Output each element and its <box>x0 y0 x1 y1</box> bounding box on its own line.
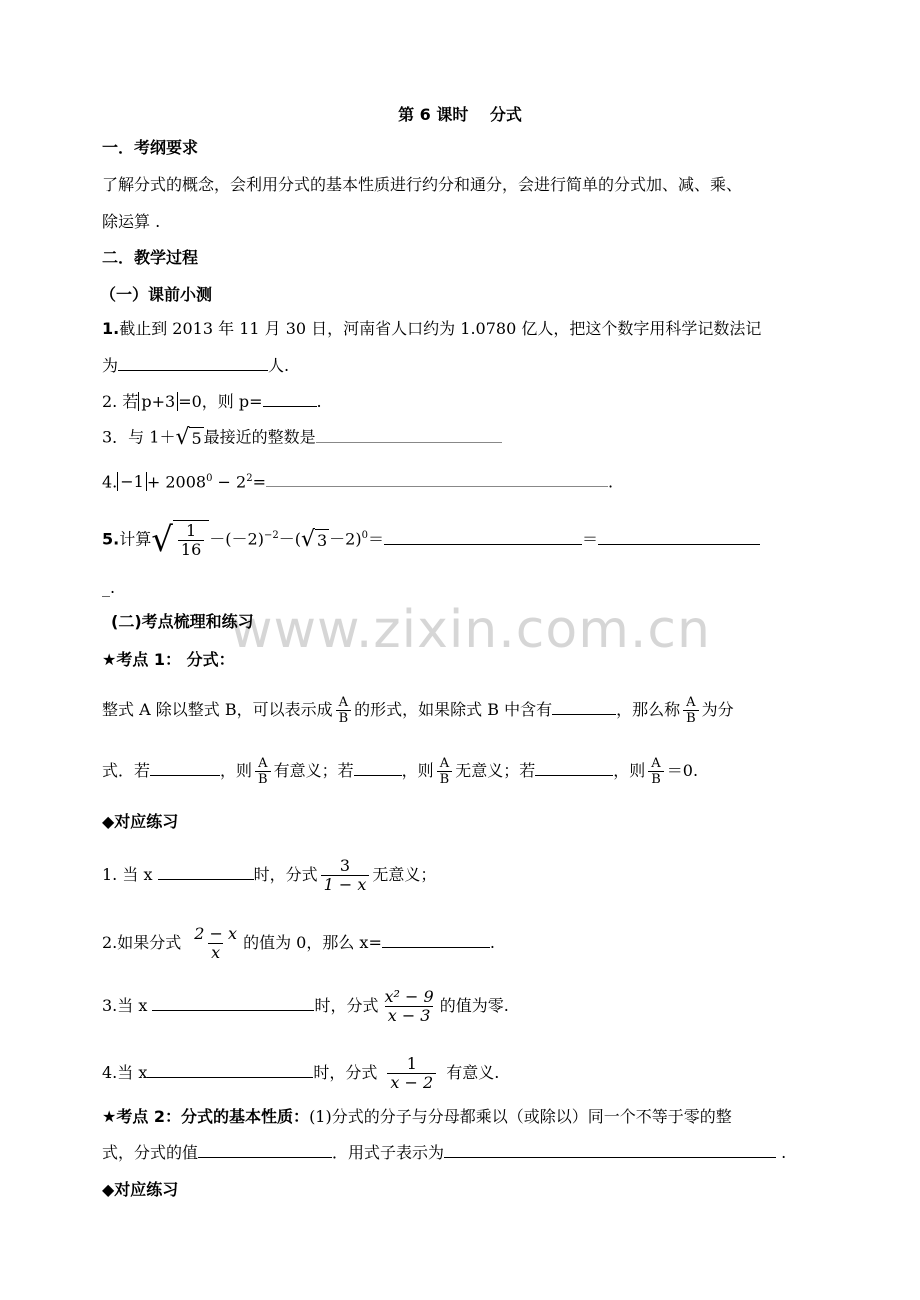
e1-denominator: 1 − x <box>321 875 370 894</box>
k2-text-a: (1)分式的分子与分母都乘以（或除以）同一个不等于零的整 <box>309 1107 732 1126</box>
q5-numerator: 1 <box>185 521 197 540</box>
q1-answer-blank[interactable] <box>118 356 268 371</box>
q5-fraction <box>178 522 204 559</box>
e4-fraction <box>387 1055 436 1092</box>
k1-blank-4[interactable] <box>535 761 613 776</box>
e4-prefix: 4.当 x <box>102 1063 148 1082</box>
q2-prefix: 2. 若 <box>102 392 139 411</box>
exercise-4 <box>102 1055 499 1092</box>
fraction-numerator: A <box>686 695 696 710</box>
k1-text-h: ，则 <box>401 761 434 780</box>
e4-text: 时，分式 <box>313 1063 378 1082</box>
q3-sqrt <box>175 427 203 449</box>
keypoint-1-line-1 <box>102 695 734 726</box>
e3-prefix: 3.当 x <box>102 996 148 1015</box>
e3-text: 时，分式 <box>314 996 379 1015</box>
e2-text: 的值为 0，那么 x= <box>243 933 382 952</box>
e1-fraction <box>321 857 370 894</box>
section-1-text-line-2: 除运算 . <box>102 212 161 231</box>
k1-text-i: 无意义；若 <box>455 761 536 780</box>
exercise-3 <box>102 988 509 1025</box>
q4-term-2008: + 2008 <box>146 472 207 492</box>
fraction-a-over-b <box>437 756 453 787</box>
fraction-numerator: A <box>258 756 268 771</box>
e1-text: 时，分式 <box>253 865 318 884</box>
q1-prefix: 为 <box>102 356 119 375</box>
exercise-2-heading: ◆对应练习 <box>102 1180 179 1199</box>
question-3 <box>102 427 502 449</box>
sqrt-icon: √ <box>151 520 173 560</box>
fraction-denominator: B <box>336 710 352 726</box>
question-1-line-1 <box>102 319 761 339</box>
question-5-continuation: _. <box>102 578 116 597</box>
exercise-1-heading: ◆对应练习 <box>102 812 179 831</box>
e3-fraction <box>382 988 437 1025</box>
q5-exponent-a: −2 <box>263 530 279 542</box>
section-2-heading: 二．教学过程 <box>102 248 199 267</box>
e2-numerator: 2 − x <box>194 924 238 943</box>
question-2 <box>102 392 322 412</box>
keypoint-1-line-2 <box>102 756 698 787</box>
k1-blank-3[interactable] <box>354 761 402 776</box>
e2-answer-blank[interactable] <box>382 933 490 948</box>
q1-text: 截止到 2013 年 11 月 30 日，河南省人口约为 1.0780 亿人，把这个数字用科学记数法记 <box>119 319 762 338</box>
q3-prefix: 3．与 1＋ <box>102 427 176 447</box>
e1-answer-blank[interactable] <box>158 865 254 880</box>
question-4 <box>102 469 613 492</box>
q4-exponent-0: 0 <box>206 473 213 484</box>
k1-blank-1[interactable] <box>552 700 616 715</box>
watermark: www.zixin.com.cn <box>230 600 711 660</box>
q4-term-2: − 2 <box>212 472 247 492</box>
fraction-denominator: B <box>683 710 699 726</box>
e1-numerator: 3 <box>339 856 351 875</box>
exercise-2 <box>102 925 495 962</box>
e1-prefix: 1. 当 x <box>102 865 153 884</box>
q5-sqrt-fraction <box>151 520 209 560</box>
section-1-heading: 一．考纲要求 <box>102 138 199 157</box>
k1-text-f: ，则 <box>220 761 253 780</box>
k2-suffix: . <box>781 1143 787 1162</box>
q5-equals-1: ＝ <box>367 529 384 549</box>
q4-prefix: 4. <box>102 472 118 492</box>
q5-sqrt-3 <box>301 529 329 551</box>
q5-term-b: －( <box>278 529 301 549</box>
fraction-numerator: A <box>651 756 661 771</box>
q5-answer-blank-2[interactable] <box>598 530 760 545</box>
k1-text-k: ＝0. <box>666 761 699 780</box>
q3-text: 最接近的整数是 <box>203 427 316 447</box>
q5-exponent-b: 0 <box>361 530 368 542</box>
e4-answer-blank[interactable] <box>147 1063 313 1078</box>
keypoint-2-line-1 <box>102 1107 732 1127</box>
q3-answer-blank[interactable] <box>316 428 502 443</box>
k1-text-e: 式．若 <box>102 761 151 780</box>
q5-number: 5. <box>102 529 120 549</box>
q2-text: =0，则 p= <box>178 392 263 411</box>
k2-blank-2[interactable] <box>444 1143 776 1158</box>
q1-number: 1. <box>102 319 120 338</box>
q4-answer-blank[interactable] <box>266 472 608 487</box>
e4-suffix: 有意义. <box>446 1063 500 1082</box>
e3-suffix: 的值为零. <box>439 996 509 1015</box>
q4-exponent-2: 2 <box>246 473 253 484</box>
e1-suffix: 无意义； <box>372 865 437 884</box>
e2-denominator: x <box>208 943 223 962</box>
q4-equals: = <box>252 472 266 492</box>
q2-answer-blank[interactable] <box>263 392 317 407</box>
e2-suffix: . <box>489 933 495 952</box>
q2-suffix: . <box>316 392 322 411</box>
page-title: 第 6 课时 分式 <box>398 105 522 124</box>
q5-answer-blank-1[interactable] <box>384 530 582 545</box>
k2-text-b: 式，分式的值 <box>102 1143 199 1162</box>
exercise-1 <box>102 857 436 894</box>
fraction-denominator: B <box>648 771 664 787</box>
question-1-line-2 <box>102 356 289 376</box>
k1-text-d: 为分 <box>701 700 734 719</box>
k1-text-a: 整式 A 除以整式 B，可以表示成 <box>102 700 333 719</box>
keypoint-2-line-2 <box>102 1143 786 1163</box>
e4-denominator: x − 2 <box>387 1073 436 1092</box>
k1-text-b: 的形式，如果除式 B 中含有 <box>354 700 553 719</box>
sqrt-icon: √ <box>175 425 190 450</box>
section-1-text-line-1: 了解分式的概念，会利用分式的基本性质进行约分和通分，会进行简单的分式加、减、乘、 <box>102 175 743 194</box>
q1-suffix: 人. <box>268 356 290 375</box>
q5-term-a: －(－2) <box>209 529 264 549</box>
k1-blank-2[interactable] <box>150 761 220 776</box>
k2-blank-1[interactable] <box>198 1143 332 1158</box>
fraction-a-over-b <box>683 695 699 726</box>
q3-radicand: 5 <box>191 428 202 448</box>
fraction-denominator: B <box>437 771 453 787</box>
subsection-1-heading: （一）课前小测 <box>100 285 213 304</box>
keypoint-1-heading: ★考点 1： 分式： <box>102 650 235 669</box>
e2-prefix: 2.如果分式 <box>102 933 182 952</box>
fraction-numerator: A <box>338 695 349 710</box>
fraction-a-over-b <box>648 756 664 787</box>
fraction-a-over-b <box>255 756 271 787</box>
e4-numerator: 1 <box>406 1054 417 1073</box>
k2-text-c: ．用式子表示为 <box>332 1143 445 1162</box>
e3-numerator: x² − 9 <box>384 987 434 1006</box>
q5-denominator: 16 <box>178 540 204 559</box>
k1-text-g: 有意义；若 <box>273 761 354 780</box>
q5-radicand: 3 <box>316 530 328 550</box>
q5-equals-2: ＝ <box>581 529 598 549</box>
q2-abs-expression: p+3 <box>138 392 178 411</box>
e3-answer-blank[interactable] <box>152 996 314 1011</box>
q5-term-c: －2) <box>329 529 362 549</box>
e2-fraction <box>191 925 240 962</box>
k1-text-c: ，那么称 <box>616 700 681 719</box>
fraction-a-over-b <box>336 695 352 726</box>
k1-text-j: ，则 <box>613 761 646 780</box>
question-5 <box>102 520 760 560</box>
e3-denominator: x − 3 <box>385 1006 434 1025</box>
q4-suffix: . <box>608 472 614 492</box>
fraction-numerator: A <box>439 756 450 771</box>
fraction-denominator: B <box>255 771 271 787</box>
q5-label: 计算 <box>119 529 152 549</box>
keypoint-2-heading: ★考点 2：分式的基本性质： <box>102 1107 310 1126</box>
subsection-2-heading: (二)考点梳理和练习 <box>111 612 254 631</box>
q4-abs-expression: −1 <box>117 472 147 491</box>
sqrt-icon: √ <box>300 527 315 552</box>
